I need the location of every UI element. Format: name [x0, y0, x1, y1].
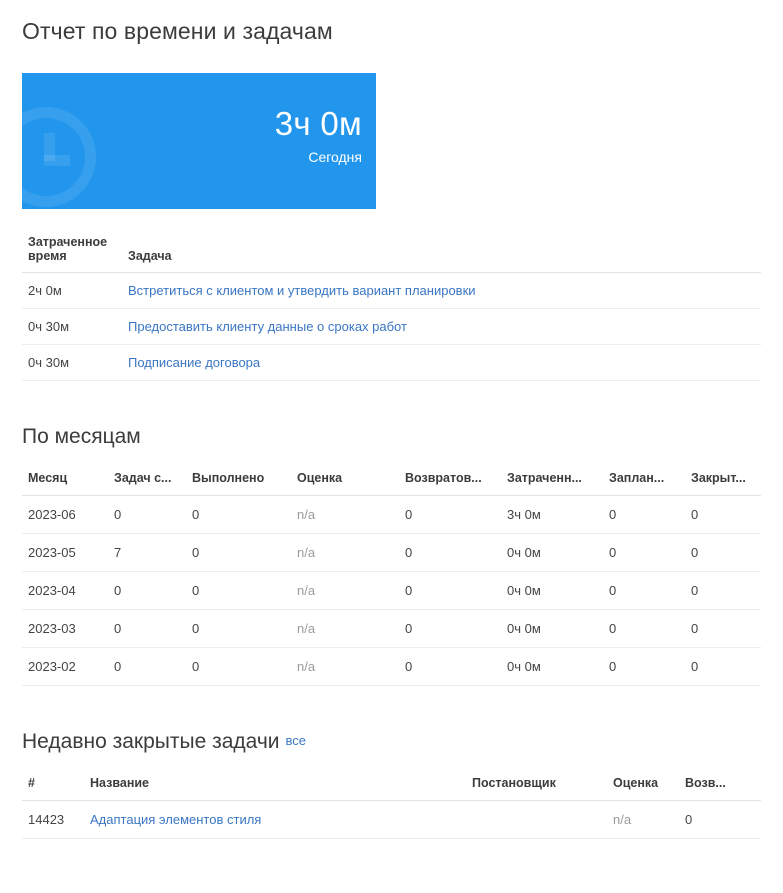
column-header-closed[interactable]: Закрыт...	[685, 465, 761, 496]
cell-planned: 0	[603, 610, 685, 648]
cell-closed: 0	[685, 496, 761, 534]
today-label: Сегодня	[308, 149, 362, 165]
cell-tasks-created: 0	[108, 496, 186, 534]
cell-month: 2023-05	[22, 534, 108, 572]
task-link[interactable]: Встретиться с клиентом и утвердить вариант планировки	[128, 283, 476, 298]
cell-done: 0	[186, 648, 291, 686]
column-header-name[interactable]: Название	[84, 770, 466, 801]
cell-spent-time: 2ч 0м	[22, 273, 122, 309]
cell-estimate: n/a	[291, 534, 399, 572]
cell-estimate: n/a	[291, 648, 399, 686]
table-row	[22, 801, 761, 839]
cell-planned: 0	[603, 648, 685, 686]
cell-estimate: n/a	[291, 496, 399, 534]
cell-tasks-created: 0	[108, 572, 186, 610]
cell-task	[122, 273, 761, 309]
clock-hand-minute-icon	[44, 155, 70, 166]
cell-returns: 0	[399, 610, 501, 648]
today-time-card[interactable]	[22, 73, 376, 209]
cell-planned: 0	[603, 534, 685, 572]
today-total-time: 3ч 0м	[274, 105, 362, 142]
cell-closed: 0	[685, 534, 761, 572]
page-title: Отчет по времени и задачам	[22, 18, 333, 44]
column-header-month[interactable]: Месяц	[22, 465, 108, 496]
cell-closed: 0	[685, 572, 761, 610]
cell-estimate: n/a	[291, 572, 399, 610]
cell-task-id: 14423	[22, 801, 84, 839]
cell-month: 2023-06	[22, 496, 108, 534]
cell-tasks-created: 7	[108, 534, 186, 572]
table-row	[22, 648, 761, 686]
months-table	[22, 465, 761, 686]
cell-returns: 0	[679, 801, 761, 839]
table-header-row	[22, 770, 761, 801]
column-header-planned[interactable]: Заплан...	[603, 465, 685, 496]
cell-returns: 0	[399, 648, 501, 686]
table-row	[22, 309, 761, 345]
cell-estimate: n/a	[291, 610, 399, 648]
column-header-done[interactable]: Выполнено	[186, 465, 291, 496]
task-link[interactable]: Предоставить клиенту данные о сроках работ	[128, 319, 407, 334]
cell-spent: 3ч 0м	[501, 496, 603, 534]
task-link[interactable]: Адаптация элементов стиля	[90, 812, 262, 827]
column-header-tasks-created[interactable]: Задач с...	[108, 465, 186, 496]
column-header-spent-time: Затраченное время	[22, 231, 122, 273]
table-row	[22, 496, 761, 534]
cell-spent: 0ч 0м	[501, 534, 603, 572]
section-title-recent-closed	[22, 730, 761, 754]
today-card-wrap	[22, 73, 761, 209]
cell-done: 0	[186, 572, 291, 610]
cell-closed: 0	[685, 610, 761, 648]
column-header-estimate[interactable]: Оценка	[291, 465, 399, 496]
cell-done: 0	[186, 534, 291, 572]
column-header-spent[interactable]: Затраченн...	[501, 465, 603, 496]
cell-tasks-created: 0	[108, 610, 186, 648]
cell-tasks-created: 0	[108, 648, 186, 686]
cell-done: 0	[186, 496, 291, 534]
cell-planned: 0	[603, 572, 685, 610]
cell-returns: 0	[399, 496, 501, 534]
recent-closed-title-text: Недавно закрытые задачи	[22, 730, 280, 753]
cell-spent-time: 0ч 30м	[22, 345, 122, 381]
table-row	[22, 345, 761, 381]
column-header-returns[interactable]: Возв...	[679, 770, 761, 801]
table-row	[22, 572, 761, 610]
show-all-link[interactable]: все	[285, 733, 307, 748]
table-row	[22, 610, 761, 648]
cell-task	[122, 309, 761, 345]
cell-spent: 0ч 0м	[501, 610, 603, 648]
column-header-returns[interactable]: Возвратов...	[399, 465, 501, 496]
cell-spent: 0ч 0м	[501, 572, 603, 610]
spent-time-table	[22, 231, 761, 381]
report-page	[0, 18, 783, 839]
cell-task	[122, 345, 761, 381]
cell-closed: 0	[685, 648, 761, 686]
cell-spent: 0ч 0м	[501, 648, 603, 686]
task-link[interactable]: Подписание договора	[128, 355, 261, 370]
cell-returns: 0	[399, 572, 501, 610]
column-header-id[interactable]: #	[22, 770, 84, 801]
table-row	[22, 273, 761, 309]
cell-month: 2023-02	[22, 648, 108, 686]
cell-estimate: n/a	[607, 801, 679, 839]
column-header-author[interactable]: Постановщик	[466, 770, 607, 801]
cell-month: 2023-04	[22, 572, 108, 610]
recent-closed-table	[22, 770, 761, 839]
cell-task-name	[84, 801, 466, 839]
table-header-row	[22, 231, 761, 273]
column-header-estimate[interactable]: Оценка	[607, 770, 679, 801]
table-row	[22, 534, 761, 572]
cell-spent-time: 0ч 30м	[22, 309, 122, 345]
cell-author	[466, 801, 607, 839]
cell-planned: 0	[603, 496, 685, 534]
table-header-row	[22, 465, 761, 496]
column-header-task: Задача	[122, 231, 761, 273]
section-title-months: По месяцам	[22, 425, 141, 448]
cell-done: 0	[186, 610, 291, 648]
cell-returns: 0	[399, 534, 501, 572]
cell-month: 2023-03	[22, 610, 108, 648]
